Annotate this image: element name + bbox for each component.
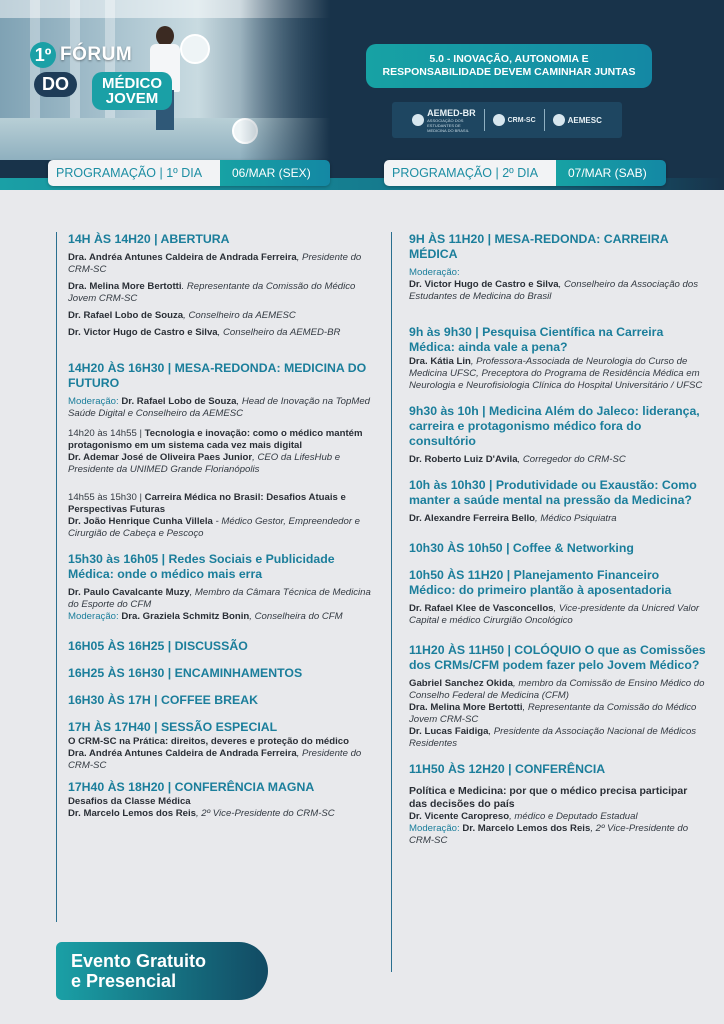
session-produtividade: 10h às 10h30 | Produtividade ou Exaustão: Como manter a saúde mental na pressão da Medicina? Dr. Alexandre Ferreira Bello, Médico Psiquiatra (409, 478, 697, 524)
day1-label: PROGRAMAÇÃO | 1º DIA (48, 160, 220, 186)
session-mesa-medicina-futuro: 14H20 ÀS 16H30 | MESA-REDONDA: MEDICINA DO FUTURO Moderação: Dr. Rafael Lobo de Souza, Head de Inovação na TopMed Saúde Digital e Conselheiro da AEMESC 14h20 às 14h55 | Tecnologia e inovação: como o médico mantém protagonismo em um sistema cada vez mais digital Dr. Ademar José de Oliveira Paes Junior, CEO da LifesHub e Presidente da UNIMED Grande Florianópolis 14h55 às 15h30 | Carreira Médica no Brasil: Desafios Atuais e Perspectivas Futuras Dr. João Henrique Cunha Villela - Médico Gestor, Empreendedor e Cirurgião de Cabeça e Pescoço (68, 361, 376, 540)
session-title: 14H20 ÀS 16H30 | MESA-REDONDA: MEDICINA DO FUTURO (68, 361, 367, 390)
forum-logo (30, 42, 160, 112)
logo-medico-jovem: MÉDICO JOVEM (92, 72, 172, 110)
logo-forum: FÓRUM (60, 44, 133, 65)
partner-crm-sc: CRM-SC (493, 114, 536, 126)
session-encaminhamentos: 16H25 ÀS 16H30 | ENCAMINHAMENTOS (68, 666, 303, 680)
session-coffee-networking: 10h30 ÀS 10h50 | Coffee & Networking (409, 541, 634, 555)
session-pesquisa: 9h às 9h30 | Pesquisa Científica na Carreira Médica: ainda vale a pena? Dra. Kátia Lin, Professora-Associada de Neurologia do Curso de Medicina UFSC, Preceptora do Programa de Residência Médica em Neurologia e Neurofisiologia Clínica do Hospital Universitário / UFSC (409, 325, 703, 391)
session-especial: 17H ÀS 17H40 | SESSÃO ESPECIAL O CRM-SC na Prática: direitos, deveres e proteção do médico Dra. Andréa Antunes Caldeira de Andrada Ferreira, Presidente do CRM-SC (68, 720, 362, 771)
day1-bar (48, 160, 330, 186)
partner-aemesc: AEMESC (553, 114, 602, 126)
session-conferencia: 11H50 ÀS 12H20 | CONFERÊNCIA Política e Medicina: por que o médico precisa participar das decisões do país Dr. Vicente Caropreso, médico e Deputado Estadual Moderação: Dr. Marcelo Lemos dos Reis, 2º Vice-Presidente do CRM-SC (409, 762, 689, 846)
partner-logos (392, 102, 622, 138)
day1-date: 06/MAR (SEX) (220, 160, 330, 186)
day2-schedule (391, 232, 707, 972)
day2-label: PROGRAMAÇÃO | 2º DIA (384, 160, 556, 186)
aemed-br-icon (412, 114, 424, 126)
free-event-badge: Evento Gratuito e Presencial (56, 942, 268, 1000)
session-conferencia-magna: 17H40 ÀS 18H20 | CONFERÊNCIA MAGNA Desafios da Classe Médica Dr. Marcelo Lemos dos Reis, 2º Vice-Presidente do CRM-SC (68, 780, 335, 819)
session-mesa-carreira: 9H ÀS 11H20 | MESA-REDONDA: CARREIRA MÉDICA Moderação: Dr. Victor Hugo de Castro e Silva, Conselheiro da Associação dos Estudantes de Medicina do Brasil (409, 232, 699, 302)
day1-schedule (56, 232, 376, 922)
session-abertura: 14H ÀS 14H20 | ABERTURA Dra. Andréa Antunes Caldeira de Andrada Ferreira, Presidente do CRM-SC Dra. Melina More Bertotti. Representante da Comissão do Médico Jovem CRM-SC Dr. Rafael Lobo de Souza, Conselheiro da AEMESC Dr. Victor Hugo de Castro e Silva, Conselheiro da AEMED-BR (68, 232, 376, 339)
session-title: 14H ÀS 14H20 | ABERTURA (68, 232, 230, 246)
session-redes-sociais: 15h30 às 16h05 | Redes Sociais e Publicidade Médica: onde o médico mais erra Dr. Paulo Cavalcante Muzy, Membro da Câmara Técnica de Medicina do Esporte do CFM Moderação: Dra. Graziela Schmitz Bonin, Conselheira do CFM (68, 552, 376, 623)
session-coffee-break: 16H30 ÀS 17H | COFFEE BREAK (68, 693, 258, 707)
logo-do: DO (34, 72, 77, 97)
day2-bar (384, 160, 666, 186)
theme-text: 5.0 - INOVAÇÃO, AUTONOMIA E RESPONSABILIDADE DEVEM CAMINHAR JUNTAS (382, 53, 636, 78)
day2-date: 07/MAR (SAB) (556, 160, 666, 186)
aemesc-icon (553, 114, 565, 126)
session-jaleco: 9h30 às 10h | Medicina Além do Jaleco: liderança, carreira e protagonismo médico fora do consultório Dr. Roberto Luiz D'Avila, Corregedor do CRM-SC (409, 404, 700, 465)
crm-sc-icon (493, 114, 505, 126)
theme-banner (366, 44, 652, 88)
session-discussao: 16H05 ÀS 16H25 | DISCUSSÃO (68, 639, 248, 653)
photo-bubble (180, 34, 210, 64)
session-title: 15h30 às 16h05 | Redes Sociais e Publicidade Médica: onde o médico mais erra (68, 552, 335, 581)
partner-aemed-br: AEMED-BR ASSOCIAÇÃO DOS ESTUDANTES DE MEDICINA DO BRASIL (412, 108, 476, 133)
logo-number: 1º (30, 42, 56, 68)
session-planejamento: 10h50 ÀS 11H20 | Planejamento Financeiro Médico: do primeiro plantão à aposentadoria Dr. Rafael Klee de Vasconcellos, Vice-presidente da Unicred Valor Capital e médico Cirurgião Oncológico (409, 568, 700, 626)
session-coloquio: 11H20 ÀS 11H50 | COLÓQUIO O que as Comissões dos CRMs/CFM podem fazer pelo Jovem Médico? Gabriel Sanchez Okida, membro da Comissão de Ensino Médico do Conselho Federal de Medicina (CFM) Dra. Melina More Bertotti, Representante da Comissão do Médico Jovem CRM-SC Dr. Lucas Faidiga, Presidente da Associação Nacional de Médicos Residentes (409, 643, 706, 749)
